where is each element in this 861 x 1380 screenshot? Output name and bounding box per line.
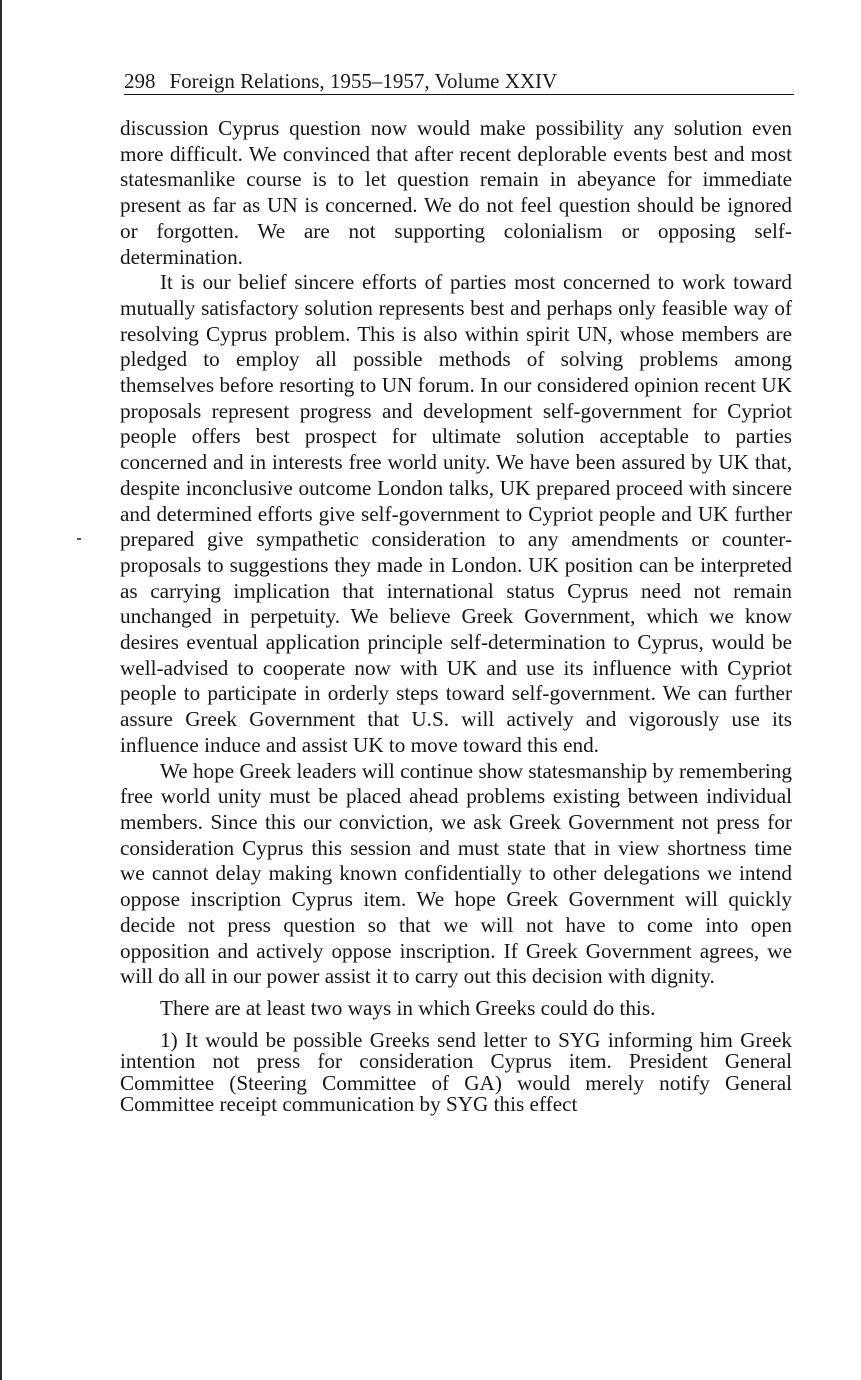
paragraph-uk-proposals: It is our belief sincere efforts of parties most concerned to work toward mutually satisfactory solution represents best and perhaps only feasible way of resolving Cyprus problem. This is also within spirit UN, whose members are pledged to employ all possible methods of solving problems among themselves before resorting to UN forum. In our considered opinion recent UK proposals represent progress and development self-government for Cypriot people offers best prospect for ultimate solution acceptable to parties concerned and in interests free world unity. We have been assured by UK that, despite inconclusive outcome London talks, UK prepared proceed with sincere and determined efforts give self-government to Cypriot people and UK further prepared give sympathetic consideration to any amendments or counter-proposals to suggestions they made in London. UK position can be interpreted as carrying implication that international status Cyprus need not remain unchanged in perpetuity. We believe Greek Government, which we know desires eventual application principle self-determination to Cyprus, would be well-advised to cooperate now with UK and use its influence with Cypriot people to participate in orderly steps toward self-government. We can further assure Greek Government that U.S. will actively and vigorously use its influence induce and assist UK to move toward this end. <box>120 270 792 757</box>
body-text <box>120 116 792 1116</box>
paragraph-greek-leaders: We hope Greek leaders will continue show statesmanship by remembering free world unity must be placed ahead problems existing between individual members. Since this our conviction, we ask Greek Government not press for consideration Cyprus this session and must state that in view shortness time we cannot delay making known confidentially to other delegations we intend oppose inscription Cyprus item. We hope Greek Government will quickly decide not press question so that we will not have to come into open opposition and actively oppose inscription. If Greek Government agrees, we will do all in our power assist it to carry out this decision with dignity. <box>120 758 792 989</box>
paragraph-two-ways: There are at least two ways in which Greeks could do this. <box>160 995 656 1020</box>
paragraph-option-one: 1) It would be possible Greeks send letter to SYG informing him Greek intention not press for consideration Cyprus item. President General Committee (Steering Committee of GA) would merely notify General Committee receipt communication by SYG this effect <box>120 1027 792 1117</box>
margin-mark <box>77 538 81 540</box>
publication-title: Foreign Relations, 1955–1957, Volume XXIV <box>169 69 558 93</box>
paragraph-continuation: discussion Cyprus question now would make possibility any solution even more difficult. We convinced that after recent deplorable events best and most statesmanlike course is to let question remain in abeyance for immediate present as far as UN is concerned. We do not feel question should be ignored or forgotten. We are not supporting colonialism or opposing self-determination. <box>120 116 792 269</box>
running-header <box>124 68 794 95</box>
page-number: 298 <box>124 69 156 93</box>
